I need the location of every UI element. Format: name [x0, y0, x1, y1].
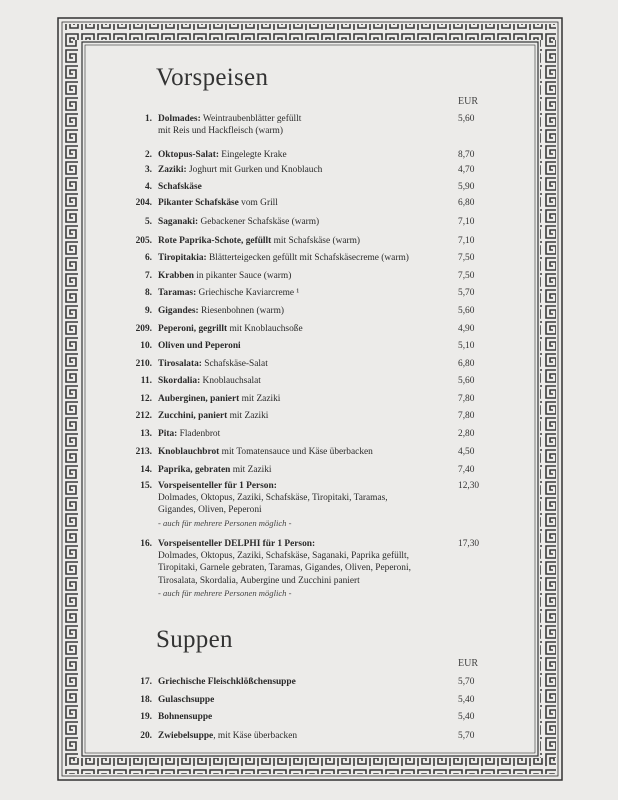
item-detail-line: Dolmades, Oktopus, Zaziki, Schafskäse, Tiropitaki, Taramas,	[158, 493, 388, 504]
item-name: Tiropitakia:	[158, 253, 207, 263]
item-number: 204.	[135, 198, 152, 208]
item-text	[158, 464, 458, 476]
item-name: Oktopus-Salat:	[158, 150, 219, 160]
item-title-line	[158, 149, 458, 161]
item-name: Paprika, gebraten	[158, 465, 231, 475]
item-title-line	[158, 113, 458, 125]
item-title-line	[158, 197, 458, 209]
item-description: mit Tomatensauce und Käse überbacken	[219, 447, 373, 457]
item-description: , mit Käse überbacken	[213, 731, 298, 741]
item-number: 209.	[135, 324, 152, 334]
currency-label: EUR	[458, 658, 478, 669]
item-description: Weintraubenblätter gefüllt	[200, 114, 302, 124]
item-text	[158, 730, 458, 742]
item-price: 7,50	[458, 271, 475, 281]
item-price: 7,80	[458, 394, 475, 404]
item-number: 1.	[144, 114, 152, 124]
item-number: 15.	[140, 481, 152, 491]
item-text	[158, 149, 458, 161]
item-number: 2.	[144, 150, 152, 160]
item-note: - auch für mehrere Personen möglich -	[158, 517, 292, 528]
item-text	[158, 340, 458, 352]
item-price: 5,40	[458, 712, 475, 722]
item-number: 3.	[144, 165, 152, 175]
item-detail-line: Gigandes, Oliven, Peperoni	[158, 505, 262, 516]
item-price: 4,50	[458, 447, 475, 457]
item-title-line	[158, 358, 458, 370]
item-number: 10.	[140, 341, 152, 351]
item-price: 4,70	[458, 165, 475, 175]
item-text	[158, 538, 458, 599]
item-price: 7,40	[458, 465, 475, 475]
item-name: Tirosalata:	[158, 359, 202, 369]
item-number: 212.	[135, 411, 152, 421]
item-number: 213.	[135, 447, 152, 457]
item-number: 4.	[144, 182, 152, 192]
item-name: Auberginen, paniert	[158, 394, 240, 404]
item-title-line	[158, 676, 458, 688]
item-title-line	[158, 393, 458, 405]
item-price: 5,40	[458, 695, 475, 705]
item-title-line	[158, 446, 458, 458]
item-text	[158, 323, 458, 335]
item-title-line	[158, 375, 458, 387]
item-number: 16.	[140, 539, 152, 549]
item-price: 8,70	[458, 150, 475, 160]
item-title-line	[158, 694, 458, 706]
item-title-line	[158, 216, 458, 228]
item-number: 14.	[140, 465, 152, 475]
item-title-line	[158, 164, 458, 176]
item-title-line	[158, 270, 458, 282]
item-name: Zucchini, paniert	[158, 411, 228, 421]
item-name: Taramas:	[158, 288, 197, 298]
item-title-line	[158, 340, 458, 352]
item-number: 19.	[140, 712, 152, 722]
item-name: Griechische Fleischklößchensuppe	[158, 677, 296, 687]
item-number: 17.	[140, 677, 152, 687]
item-price: 6,80	[458, 198, 475, 208]
item-price: 2,80	[458, 429, 475, 439]
item-title-line	[158, 181, 458, 193]
item-text	[158, 393, 458, 405]
item-text	[158, 235, 458, 247]
item-name: Bohnensuppe	[158, 712, 213, 722]
item-number: 205.	[135, 236, 152, 246]
item-title-line	[158, 538, 458, 550]
item-price: 7,80	[458, 411, 475, 421]
item-description: Schafskäse-Salat	[201, 359, 268, 369]
item-number: 20.	[140, 731, 152, 741]
item-description: mit Zaziki	[230, 465, 272, 475]
item-text	[158, 711, 458, 723]
item-price: 12,30	[458, 481, 480, 491]
item-title-line	[158, 730, 458, 742]
item-text	[158, 216, 458, 228]
item-text	[158, 694, 458, 706]
item-description: in pikanter Sauce (warm)	[193, 271, 292, 281]
item-text	[158, 305, 458, 317]
item-text	[158, 358, 458, 370]
item-price: 5,70	[458, 731, 475, 741]
item-title-line	[158, 464, 458, 476]
item-name: Zaziki:	[158, 165, 187, 175]
item-name: Pita:	[158, 429, 178, 439]
item-name: Gulaschsuppe	[158, 695, 215, 705]
item-number: 5.	[144, 217, 152, 227]
item-note: - auch für mehrere Personen möglich -	[158, 587, 292, 598]
currency-label: EUR	[458, 96, 478, 107]
item-text	[158, 410, 458, 422]
item-name: Knoblauchbrot	[158, 447, 220, 457]
item-price: 5,70	[458, 288, 475, 298]
item-text	[158, 480, 458, 529]
item-number: 13.	[140, 429, 152, 439]
item-title-line	[158, 323, 458, 335]
item-price: 5,60	[458, 376, 475, 386]
item-price: 5,10	[458, 341, 475, 351]
item-name: Oliven und Peperoni	[158, 341, 241, 351]
item-title-line	[158, 711, 458, 723]
item-text	[158, 113, 458, 137]
item-description: Griechische Kaviarcreme ¹	[196, 288, 300, 298]
item-price: 7,10	[458, 236, 475, 246]
item-price: 7,50	[458, 253, 475, 263]
item-description: vom Grill	[238, 198, 278, 208]
item-name: Gigandes:	[158, 306, 199, 316]
item-price: 5,60	[458, 306, 475, 316]
item-price: 7,10	[458, 217, 475, 227]
item-description: Joghurt mit Gurken und Knoblauch	[186, 165, 323, 175]
item-number: 18.	[140, 695, 152, 705]
item-title-line	[158, 410, 458, 422]
item-text	[158, 375, 458, 387]
item-text	[158, 676, 458, 688]
item-detail-line: Tiropitaki, Garnele gebraten, Taramas, Gigandes, Oliven, Peperoni,	[158, 563, 411, 574]
item-description: mit Zaziki	[239, 394, 281, 404]
section-title: Vorspeisen	[156, 64, 269, 91]
item-name: Saganaki:	[158, 217, 199, 227]
item-number: 8.	[144, 288, 152, 298]
item-text	[158, 181, 458, 193]
menu-content	[108, 60, 518, 760]
item-price: 5,60	[458, 114, 475, 124]
item-number: 11.	[140, 376, 152, 386]
item-text	[158, 270, 458, 282]
item-text	[158, 287, 458, 299]
item-number: 12.	[140, 394, 152, 404]
item-detail-line: Tirosalata, Skordalia, Aubergine und Zucchini paniert	[158, 575, 360, 586]
item-name: Dolmades:	[158, 114, 201, 124]
item-number: 9.	[144, 306, 152, 316]
item-title-line	[158, 480, 458, 492]
item-description: Blätterteigecken gefüllt mit Schafskäsecreme (warm)	[206, 253, 409, 263]
item-name: Peperoni, gegrillt	[158, 324, 228, 334]
item-title-line	[158, 235, 458, 247]
item-text	[158, 446, 458, 458]
item-number: 6.	[144, 253, 152, 263]
item-description: Gebackener Schafskäse (warm)	[198, 217, 320, 227]
item-description: Knoblauchsalat	[200, 376, 261, 386]
item-name: Vorspeisenteller DELPHI für 1 Person:	[158, 539, 316, 549]
item-name: Pikanter Schafskäse	[158, 198, 239, 208]
item-text	[158, 252, 458, 264]
item-description: mit Knoblauchsoße	[227, 324, 303, 334]
item-title-line	[158, 287, 458, 299]
item-text	[158, 164, 458, 176]
item-title-line	[158, 252, 458, 264]
section-title: Suppen	[156, 626, 233, 653]
item-title-line	[158, 428, 458, 440]
item-name: Krabben	[158, 271, 194, 281]
item-price: 6,80	[458, 359, 475, 369]
item-detail-line: mit Reis und Hackfleisch (warm)	[158, 126, 283, 137]
item-description: mit Zaziki	[227, 411, 269, 421]
item-number: 7.	[144, 271, 152, 281]
item-name: Skordalia:	[158, 376, 201, 386]
item-detail-line: Dolmades, Oktopus, Zaziki, Schafskäse, Saganaki, Paprika gefüllt,	[158, 551, 409, 562]
item-name: Rote Paprika-Schote, gefüllt	[158, 236, 272, 246]
item-name: Zwiebelsuppe	[158, 731, 214, 741]
item-price: 5,90	[458, 182, 475, 192]
item-price: 4,90	[458, 324, 475, 334]
item-name: Vorspeisenteller für 1 Person:	[158, 481, 277, 491]
item-description: mit Schafskäse (warm)	[271, 236, 361, 246]
item-text	[158, 197, 458, 209]
item-price: 5,70	[458, 677, 475, 687]
item-description: Riesenbohnen (warm)	[198, 306, 285, 316]
item-text	[158, 428, 458, 440]
item-number: 210.	[135, 359, 152, 369]
item-description: Eingelegte Krake	[218, 150, 287, 160]
item-description: Fladenbrot	[177, 429, 221, 439]
item-title-line	[158, 305, 458, 317]
item-name: Schafskäse	[158, 182, 202, 192]
item-price: 17,30	[458, 539, 480, 549]
